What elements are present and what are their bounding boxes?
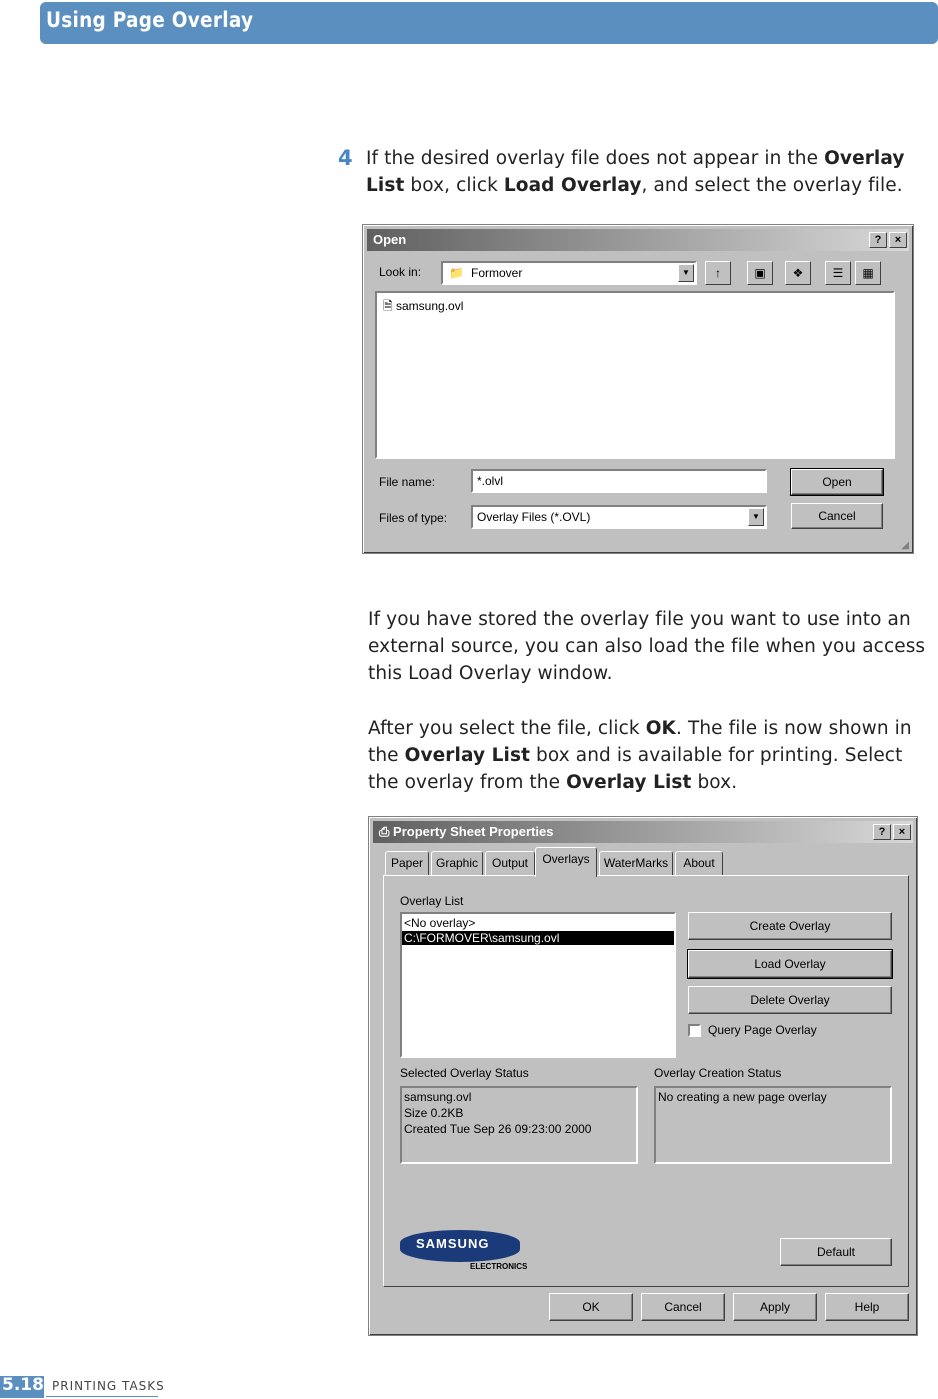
status-line: samsung.ovl [404, 1090, 472, 1104]
logo-text: SAMSUNG [416, 1236, 490, 1251]
new-folder-icon[interactable]: ❖ [785, 261, 811, 285]
details-view-icon[interactable]: ▦ [855, 261, 881, 285]
look-in-label: Look in: [379, 265, 422, 279]
help-icon[interactable]: ? [869, 232, 887, 248]
tab-paper[interactable]: Paper [385, 851, 429, 875]
creation-status-label: Overlay Creation Status [654, 1066, 782, 1080]
default-button[interactable]: Default [780, 1238, 892, 1266]
list-item[interactable]: <No overlay> [404, 916, 476, 930]
selected-status-label: Selected Overlay Status [400, 1066, 529, 1080]
status-line: Size 0.2KB [404, 1106, 464, 1120]
query-page-overlay-label: Query Page Overlay [708, 1023, 817, 1037]
samsung-logo [400, 1230, 520, 1262]
open-button[interactable]: Open [791, 469, 883, 495]
look-in-value: Formover [471, 266, 523, 280]
property-sheet-titlebar [373, 821, 913, 843]
list-view-icon[interactable]: ☰ [825, 261, 851, 285]
query-page-overlay-checkbox[interactable] [688, 1024, 701, 1037]
look-in-dropdown[interactable] [441, 261, 697, 285]
status-line: No creating a new page overlay [658, 1090, 827, 1104]
footer-divider [46, 1396, 158, 1397]
close-icon[interactable]: × [889, 232, 907, 248]
folder-icon: 📁 [449, 266, 464, 280]
dialog-title: Open [373, 232, 407, 247]
file-list[interactable] [375, 291, 895, 459]
paragraph-after-select: After you select the file, click OK. The file is now shown in the Overlay List box and is available for printing. Select the overlay from the Overlay List box. [368, 718, 912, 793]
tab-watermarks[interactable]: WaterMarks [599, 851, 673, 875]
file-name-label: File name: [379, 475, 436, 489]
apply-button[interactable]: Apply [733, 1293, 817, 1321]
tab-about[interactable]: About [675, 851, 723, 875]
logo-subtext: ELECTRONICS [470, 1262, 528, 1271]
printer-icon: ⎙ [379, 824, 390, 839]
ok-button[interactable]: OK [549, 1293, 633, 1321]
load-overlay-button[interactable]: Load Overlay [688, 950, 892, 978]
file-name-value: *.olvl [477, 474, 504, 488]
overlay-list[interactable] [400, 912, 676, 1058]
property-sheet-dialog [368, 816, 918, 1336]
files-of-type-dropdown[interactable] [471, 505, 767, 529]
cancel-button[interactable]: Cancel [791, 503, 883, 529]
list-item-selected[interactable]: C:\FORMOVER\samsung.ovl [402, 931, 674, 945]
step-number: 4 [338, 146, 353, 170]
list-item[interactable]: 🗎 samsung.ovl [383, 299, 464, 313]
file-icon: 🗎 [383, 299, 393, 313]
overlays-panel [383, 875, 909, 1287]
file-name-input[interactable] [471, 469, 767, 493]
tab-output[interactable]: Output [485, 851, 535, 875]
files-of-type-label: Files of type: [379, 511, 448, 525]
tab-overlays[interactable]: Overlays [535, 847, 597, 877]
files-of-type-value: Overlay Files (*.OVL) [477, 510, 591, 524]
resize-grip-icon[interactable]: ◢ [901, 540, 909, 551]
help-button[interactable]: Help [825, 1293, 909, 1321]
page-number: 5.18 [2, 1375, 44, 1395]
up-folder-icon[interactable]: ↑ [705, 261, 731, 285]
create-overlay-button[interactable]: Create Overlay [688, 912, 892, 940]
cancel-button[interactable]: Cancel [641, 1293, 725, 1321]
overlay-list-label: Overlay List [400, 894, 464, 908]
dialog-title: Property Sheet Properties [393, 824, 554, 839]
desktop-icon[interactable]: ▣ [747, 261, 773, 285]
chevron-down-icon[interactable]: ▼ [678, 264, 694, 282]
step-text: If the desired overlay file does not appear in the Overlay List box, click Load Overlay, and select the overlay file. [366, 148, 905, 196]
open-dialog [362, 224, 914, 554]
creation-status-box [654, 1086, 892, 1164]
paragraph-external-source: If you have stored the overlay file you want to use into an external source, you can also load the file when you access this Load Overlay window. [368, 609, 926, 684]
section-name: PRINTING TASKS [52, 1379, 165, 1393]
page-title: Using Page Overlay [46, 8, 254, 32]
close-icon[interactable]: × [893, 824, 911, 840]
status-line: Created Tue Sep 26 09:23:00 2000 [404, 1122, 592, 1136]
help-icon[interactable]: ? [873, 824, 891, 840]
delete-overlay-button[interactable]: Delete Overlay [688, 986, 892, 1014]
open-dialog-titlebar [367, 229, 909, 251]
chevron-down-icon[interactable]: ▼ [748, 508, 764, 526]
tab-graphic[interactable]: Graphic [431, 851, 483, 875]
selected-status-box [400, 1086, 638, 1164]
